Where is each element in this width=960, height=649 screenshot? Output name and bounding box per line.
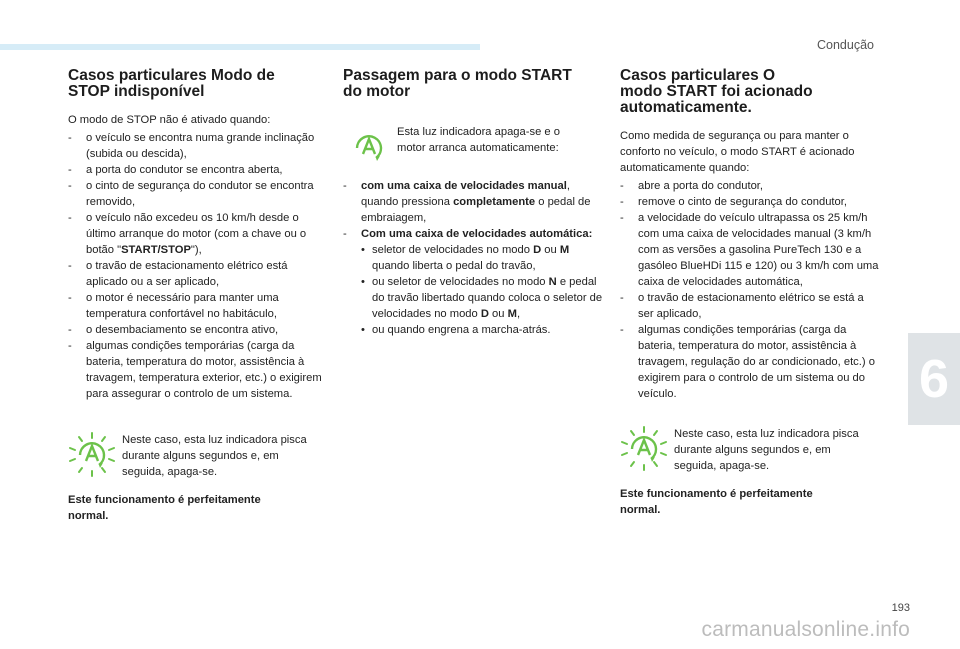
list-item: - o veículo não excedeu os 10 km/h desde o último arranque do motor (com a chave ou o botão "START/STOP"), (68, 210, 326, 258)
watermark: carmanualsonline.info (701, 618, 910, 641)
column-start-automatic (620, 68, 882, 518)
sub-list-item: • ou seletor de velocidades no modo N e pedal do travão libertado quando coloca o seletor de velocidades no modo D ou M, (361, 274, 603, 322)
notice-flashing (620, 426, 882, 474)
list-item: - o motor é necessário para manter uma temperatura confortável no habitáculo, (68, 290, 326, 322)
chapter-tab[interactable] (908, 333, 960, 425)
list-item: - algumas condições temporárias (carga da bateria, temperatura do motor, assistência à travagem, regulação do ar condicionado, etc.) o exigirem para o controlo de um sistema ou do veículo. (620, 322, 882, 402)
page-number: 193 (891, 602, 910, 614)
start-condition-list (343, 178, 603, 338)
sub-list-item: • ou quando engrena a marcha-atrás. (361, 322, 603, 338)
list-item: - remove o cinto de segurança do condutor, (620, 194, 882, 210)
auto-stop-start-flashing-icon (620, 426, 670, 472)
column-start-mode (343, 68, 603, 338)
list-item: - o desembaciamento se encontra ativo, (68, 322, 326, 338)
notice-flashing (68, 432, 326, 480)
list-item: - o veículo se encontra numa grande inclinação (subida ou descida), (68, 130, 326, 162)
list-item: - a velocidade do veículo ultrapassa os 25 km/h com uma caixa de velocidades manual (3 km/h com as versões a gasolina PureTech 130 e a gasóleo BlueHDi 115 e 120) ou 3 km/h com uma caixa de velocidades automática, (620, 210, 882, 290)
auto-stop-start-icon (343, 124, 393, 170)
header-accent-bar (0, 44, 480, 50)
auto-stop-start-flashing-icon (68, 432, 118, 478)
list-item: - a porta do condutor se encontra aberta, (68, 162, 326, 178)
chapter-number: 6 (918, 349, 950, 409)
heading-start-automatic: Casos particulares O modo START foi acionado automaticamente. (620, 67, 813, 116)
list-item: - o travão de estacionamento elétrico se está a ser aplicado, (620, 290, 882, 322)
intro-text: Como medida de segurança ou para manter o conforto no veículo, o modo START é acionado automaticamente quando: (620, 130, 855, 174)
list-item: - abre a porta do condutor, (620, 178, 882, 194)
notice-text: Esta luz indicadora apaga-se e o motor arranca automaticamente: (397, 126, 560, 154)
intro-text: O modo de STOP não é ativado quando: (68, 114, 271, 126)
column-stop-unavailable (68, 68, 326, 524)
automatic-sublist (361, 242, 603, 338)
auto-start-condition-list (620, 178, 882, 402)
heading-start-mode: Passagem para o modo START do motor (343, 67, 572, 100)
list-item: - o travão de estacionamento elétrico está aplicado ou a ser aplicado, (68, 258, 326, 290)
notice-text: Neste caso, esta luz indicadora pisca durante alguns segundos e, em seguida, apaga-se. (122, 434, 307, 478)
list-item: - o cinto de segurança do condutor se encontra removido, (68, 178, 326, 210)
section-title: Condução (817, 38, 874, 52)
conclusion-text: Este funcionamento é perfeitamente normal. (620, 488, 813, 516)
list-item: - Com uma caixa de velocidades automática: • seletor de velocidades no modo D ou M quando liberta o pedal do travão, • ou seletor de velocidades no modo N e pedal do travão libertado quando coloca o seletor de velocidades no modo D ou M, • ou quando engrena a marcha-atrás. (343, 226, 603, 338)
list-item: - algumas condições temporárias (carga da bateria, temperatura do motor, assistência à travagem, temperatura exterior, etc.) o exigirem para assegurar o controlo de um sistema. (68, 338, 326, 402)
conclusion-text: Este funcionamento é perfeitamente normal. (68, 494, 261, 522)
sub-list-item: • seletor de velocidades no modo D ou M quando liberta o pedal do travão, (361, 242, 603, 274)
heading-stop-unavailable: Casos particulares Modo de STOP indisponível (68, 67, 275, 100)
notice-text: Neste caso, esta luz indicadora pisca durante alguns segundos e, em seguida, apaga-se. (674, 428, 859, 472)
notice-start (343, 124, 603, 170)
condition-list (68, 130, 326, 402)
list-item: - com uma caixa de velocidades manual, quando pressiona completamente o pedal de embraiagem, (343, 178, 603, 226)
